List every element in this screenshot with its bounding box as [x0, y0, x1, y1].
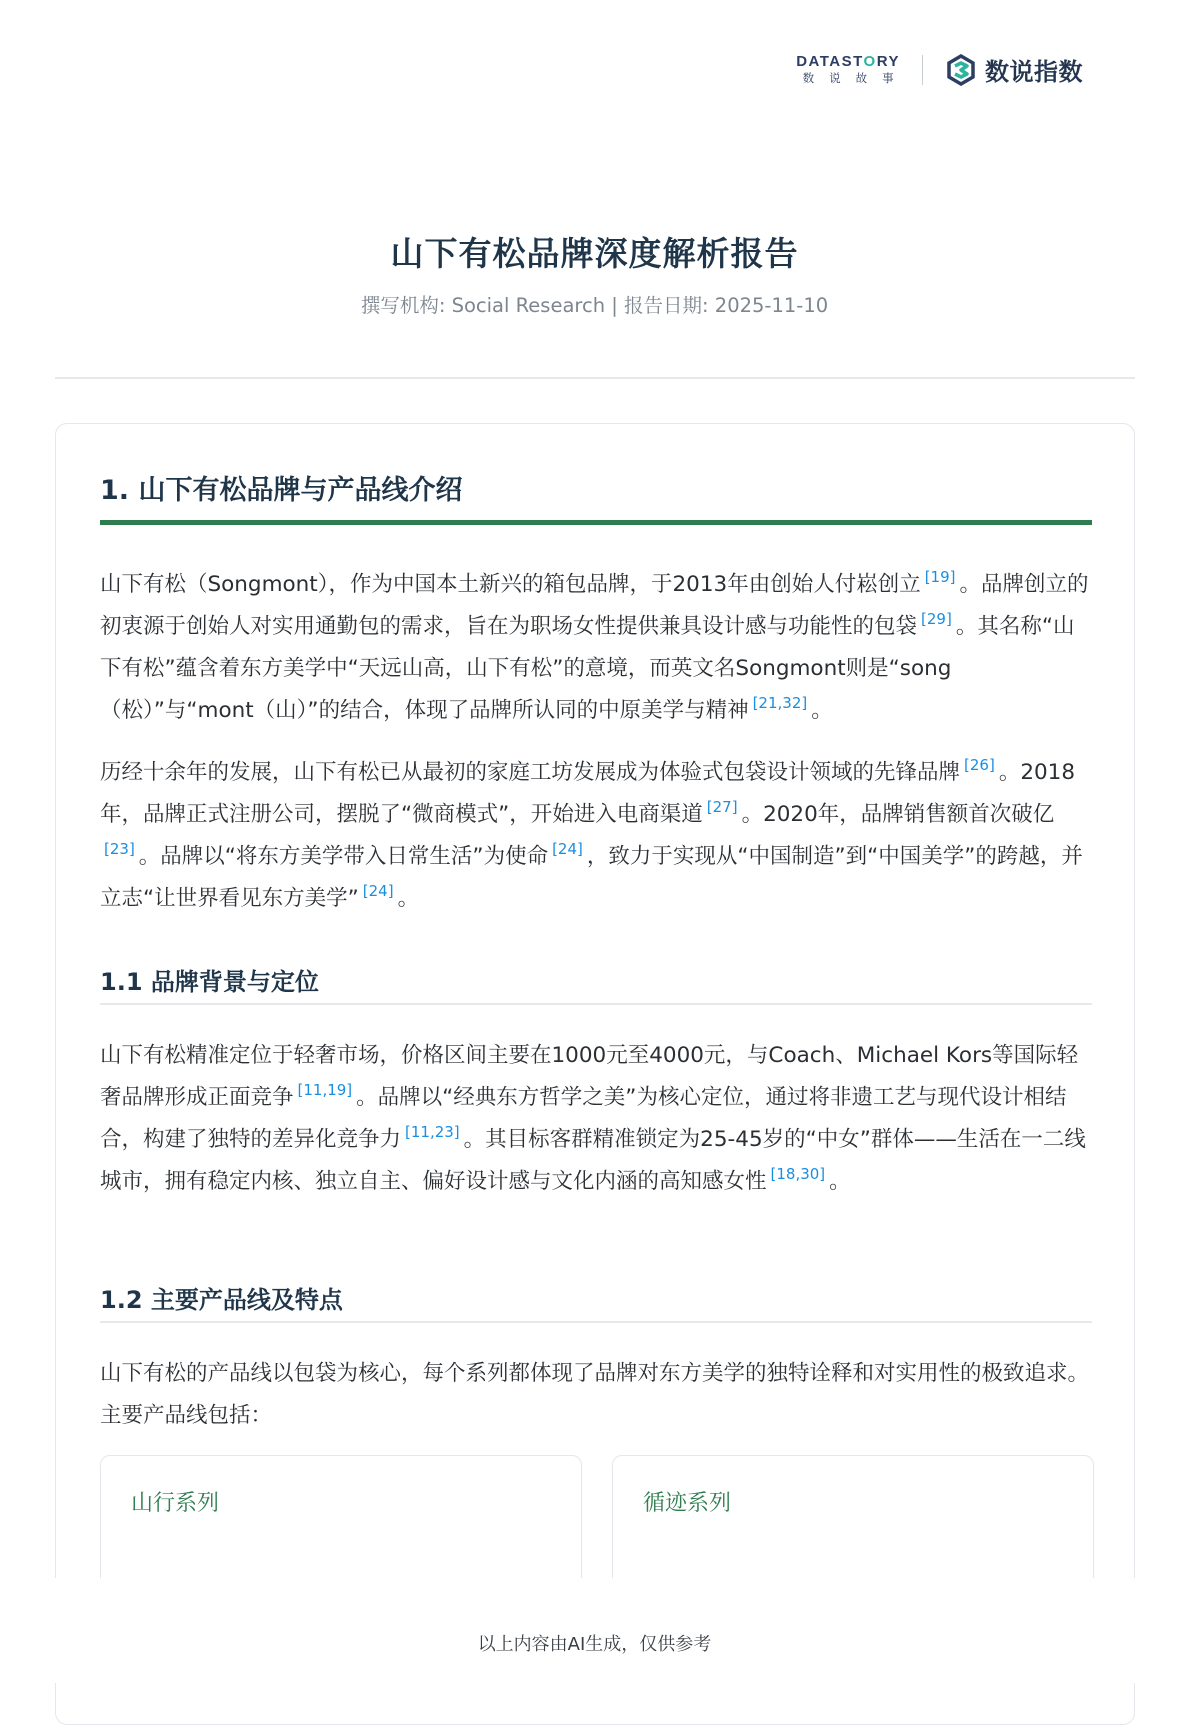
logo-divider — [922, 55, 923, 85]
citation[interactable]: [11,23] — [405, 1123, 460, 1141]
citation[interactable]: [21,32] — [752, 694, 808, 712]
section-1-2-heading: 1.2 主要产品线及特点 — [100, 1286, 343, 1314]
citation[interactable]: [24] — [552, 840, 583, 858]
title-divider — [55, 377, 1135, 379]
shushuo-index-icon — [945, 54, 977, 86]
datastory-chinese-name: 数说故事 — [802, 70, 909, 85]
section-1-1-heading: 1.1 品牌背景与定位 — [100, 968, 319, 996]
product-line-title: 循迹系列 — [643, 1491, 732, 1516]
report-subtitle: 撰写机构: Social Research | 报告日期: 2025-11-10 — [360, 294, 829, 317]
citation[interactable]: [18,30] — [770, 1165, 826, 1183]
product-line-title: 山行系列 — [131, 1491, 220, 1516]
citation[interactable]: [27] — [706, 798, 738, 816]
citation[interactable]: [11,19] — [297, 1081, 353, 1099]
report-title: 山下有松品牌深度解析报告 — [390, 234, 799, 273]
datastory-wordmark: DATASTORY — [796, 52, 900, 70]
citation[interactable]: [24] — [362, 882, 394, 900]
section-1-2-intro: 山下有松的产品线以包袋为核心，每个系列都体现了品牌对东方美学的独特诠释和对实用性的极致追求。主要产品线包括： — [100, 1361, 1090, 1428]
shushuo-index-text: 数说指数 — [985, 58, 1083, 86]
citation[interactable]: [23] — [104, 840, 135, 858]
citation[interactable]: [19] — [924, 568, 956, 586]
section-1-heading: 1. 山下有松品牌与产品线介绍 — [100, 475, 463, 506]
section-1-paragraph-1: 山下有松（Songmont），作为中国本土新兴的箱包品牌，于2013年由创始人付崧创立 [19] 。品牌创立的初衷源于创始人对实用通勤包的需求，旨在为职场女性提供兼具设计感与功能性的包袋 [29] 。其名称“山下有松”蕴含着东方美学中“天远山高，山下有松”的意境，而英文名Songmont则是“song（松）”与“mont（山）”的结合，体现了品牌所认同的中原美学与精神 [21,32] 。 — [100, 568, 1089, 723]
section-1-1-rule — [100, 1003, 1092, 1005]
datastory-logo — [796, 52, 909, 86]
shushuo-index-logo — [945, 52, 1083, 87]
section-1-paragraph-2: 历经十余年的发展，山下有松已从最初的家庭工坊发展成为体验式包袋设计领域的先锋品牌 [26] 。2018年，品牌正式注册公司，摆脱了“微商模式”，开始进入电商渠道 [27] 。2020年，品牌销售额首次破亿[23] 。品牌以“将东方美学带入日常生活”为使命 [24] ，致力于实现从“中国制造”到“中国美学”的跨越，并立志“让世界看见东方美学” [24] 。 — [100, 756, 1083, 911]
ai-disclaimer: 以上内容由AI生成，仅供参考 — [477, 1634, 712, 1655]
section-1-2-rule — [100, 1321, 1092, 1323]
section-1-rule — [100, 520, 1092, 525]
citation[interactable]: [26] — [964, 756, 995, 774]
section-1-1-paragraph: 山下有松精准定位于轻奢市场，价格区间主要在1000元至4000元，与Coach、Michael Kors等国际轻奢品牌形成正面竞争 [11,19] 。品牌以“经典东方哲学之美”为核心定位，通过将非遗工艺与现代设计相结合，构建了独特的差异化竞争力 [11,23] 。其目标客群精准锁定为25-45岁的“中女”群体——生活在一二线城市，拥有稳定内核、独立自主、偏好设计感与文化内涵的高知感女性 [18,30] 。 — [100, 1043, 1086, 1194]
citation[interactable]: [29] — [921, 610, 952, 628]
header-logos — [796, 52, 1083, 87]
